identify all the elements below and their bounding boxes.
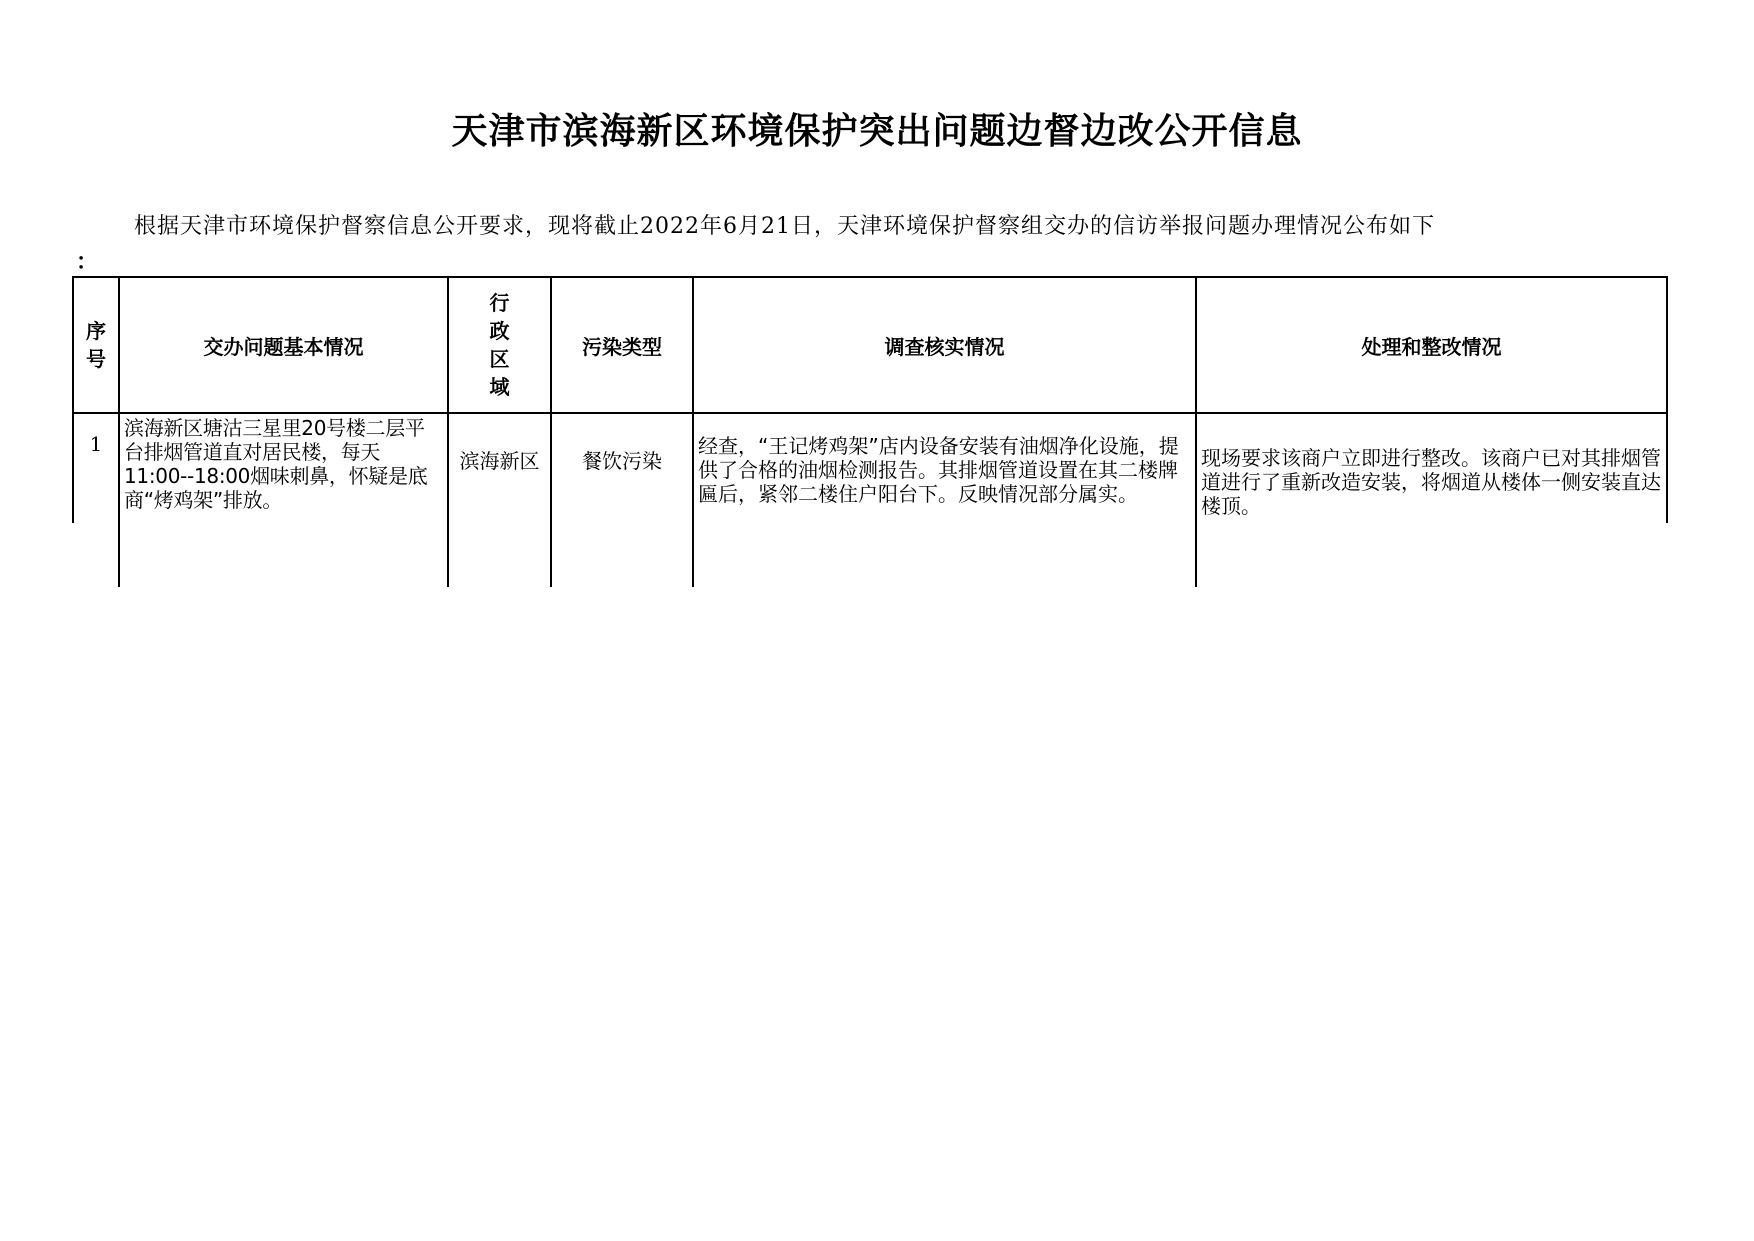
header-bottom-border bbox=[72, 412, 1668, 414]
header-issue: 交办问题基本情况 bbox=[203, 334, 364, 359]
row-1-issue: 滨海新区塘沽三星里20号楼二层平台排烟管道直对居民楼，每天11:00--18:00烟味刺鼻，怀疑是底商“烤鸡架”排放。 bbox=[124, 416, 428, 512]
header-index-char-1: 序 bbox=[86, 319, 106, 343]
header-district-char-3: 区 bbox=[489, 347, 510, 371]
page-title: 天津市滨海新区环境保护突出问题边督边改公开信息 bbox=[451, 110, 1303, 152]
row-1-investigation: 经查，“王记烤鸡架”店内设备安装有油烟净化设施，提供了合格的油烟检测报告。其排烟管道设置在其二楼牌匾后，紧邻二楼住户阳台下。反映情况部分属实。 bbox=[698, 434, 1179, 506]
intro-colon: ： bbox=[76, 250, 99, 275]
row-1-pollution-type: 餐饮污染 bbox=[582, 448, 662, 473]
header-index-char-2: 号 bbox=[86, 347, 106, 371]
header-investigation: 调查核实情况 bbox=[884, 334, 1005, 359]
header-district-char-4: 域 bbox=[489, 375, 510, 399]
header-district bbox=[449, 278, 550, 412]
complaint-table bbox=[72, 276, 1668, 587]
row-1-district: 滨海新区 bbox=[459, 448, 540, 473]
header-handling: 处理和整改情况 bbox=[1361, 334, 1502, 359]
row-1-index: 1 bbox=[89, 432, 103, 456]
row-1-handling: 现场要求该商户立即进行整改。该商户已对其排烟管道进行了重新改造安装，将烟道从楼体一侧安装直达楼顶。 bbox=[1201, 446, 1661, 518]
header-index bbox=[74, 278, 118, 412]
header-pollution-type: 污染类型 bbox=[582, 334, 662, 359]
header-district-char-1: 行 bbox=[489, 291, 510, 315]
header-district-char-2: 政 bbox=[489, 319, 510, 343]
col-border-right bbox=[1666, 276, 1668, 523]
intro-paragraph: 根据天津市环境保护督察信息公开要求，现将截止2022年6月21日，天津环境保护督察组交办的信访举报问题办理情况公布如下 bbox=[134, 214, 1435, 239]
